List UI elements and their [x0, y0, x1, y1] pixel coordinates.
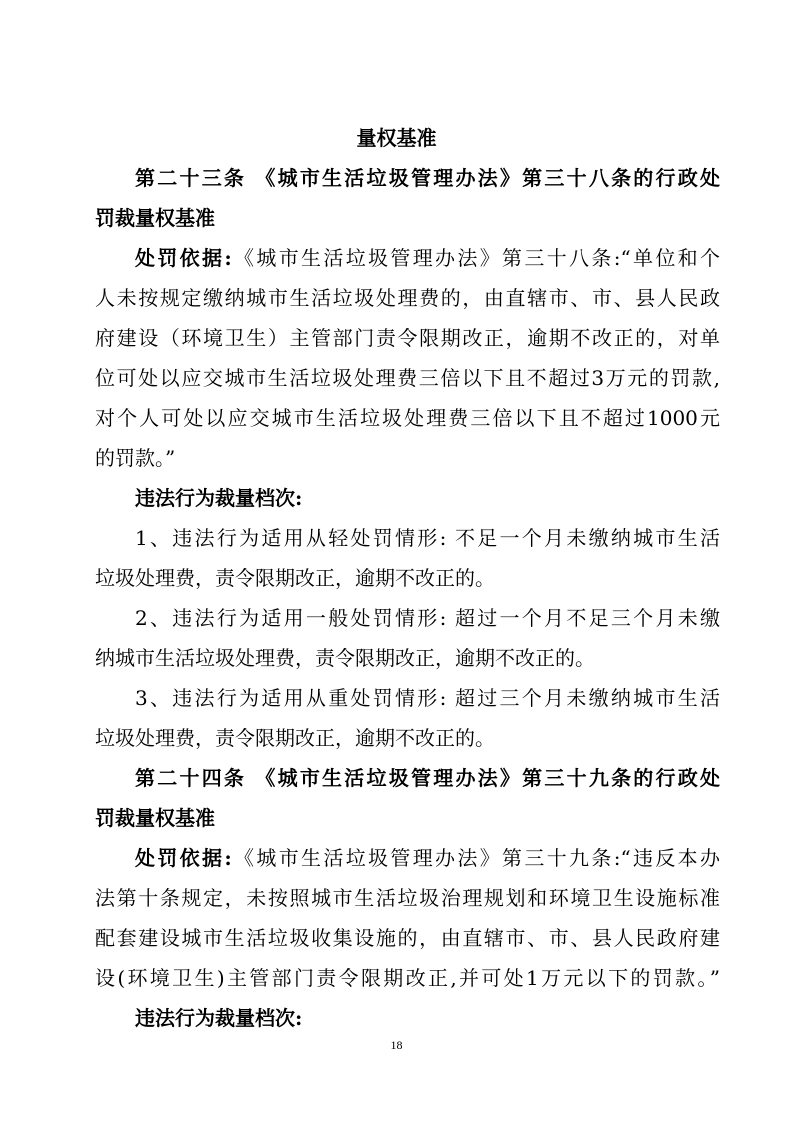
article-23-title-cont: 罚裁量权基准	[95, 206, 215, 230]
paragraph-line: 位可处以应交城市生活垃圾处理费三倍以下且不超过3万元的罚款,	[95, 366, 720, 390]
section-heading: 量权基准	[356, 126, 437, 150]
basis-text: 《城市生活垃圾管理办法》第三十八条:“单位和个	[231, 246, 720, 270]
article-23-tiers-label: 违法行为裁量档次:	[135, 486, 303, 510]
article-24-tiers-label: 违法行为裁量档次:	[135, 1006, 303, 1030]
paragraph-line: 人未按规定缴纳城市生活垃圾处理费的，由直辖市、市、县人民政	[95, 286, 720, 310]
article-23-basis-line	[135, 243, 720, 273]
page-number: 18	[390, 1038, 403, 1052]
basis-text: 《城市生活垃圾管理办法》第三十九条:“违反本办	[231, 846, 720, 870]
article-24-basis-line	[135, 843, 720, 873]
article-24-title-cont: 罚裁量权基准	[95, 806, 215, 830]
tier-3-line-cont: 垃圾处理费，责令限期改正，逾期不改正的。	[95, 726, 495, 750]
paragraph-line: 府建设（环境卫生）主管部门责令限期改正，逾期不改正的，对单	[95, 326, 720, 350]
paragraph-line: 配套建设城市生活垃圾收集设施的，由直辖市、市、县人民政府建	[95, 926, 720, 950]
article-24-title: 第二十四条 《城市生活垃圾管理办法》第三十九条的行政处	[135, 766, 720, 790]
paragraph-line: 设(环境卫生)主管部门责令限期改正,并可处1万元以下的罚款。”	[95, 966, 720, 990]
paragraph-line: 对个人可处以应交城市生活垃圾处理费三倍以下且不超过1000元	[95, 406, 720, 430]
paragraph-line: 的罚款。”	[95, 446, 176, 470]
paragraph-line: 法第十条规定，未按照城市生活垃圾治理规划和环境卫生设施标准	[95, 886, 720, 910]
tier-1-line-cont: 垃圾处理费，责令限期改正，逾期不改正的。	[95, 566, 495, 590]
basis-label: 处罚依据:	[135, 846, 232, 870]
tier-2-line: 2、违法行为适用一般处罚情形: 超过一个月不足三个月未缴	[135, 606, 720, 630]
basis-label: 处罚依据:	[135, 246, 232, 270]
tier-1-line: 1、违法行为适用从轻处罚情形: 不足一个月未缴纳城市生活	[135, 526, 720, 550]
tier-3-line: 3、违法行为适用从重处罚情形: 超过三个月未缴纳城市生活	[135, 686, 720, 710]
tier-2-line-cont: 纳城市生活垃圾处理费，责令限期改正，逾期不改正的。	[95, 646, 595, 670]
article-23-title: 第二十三条 《城市生活垃圾管理办法》第三十八条的行政处	[135, 166, 720, 190]
